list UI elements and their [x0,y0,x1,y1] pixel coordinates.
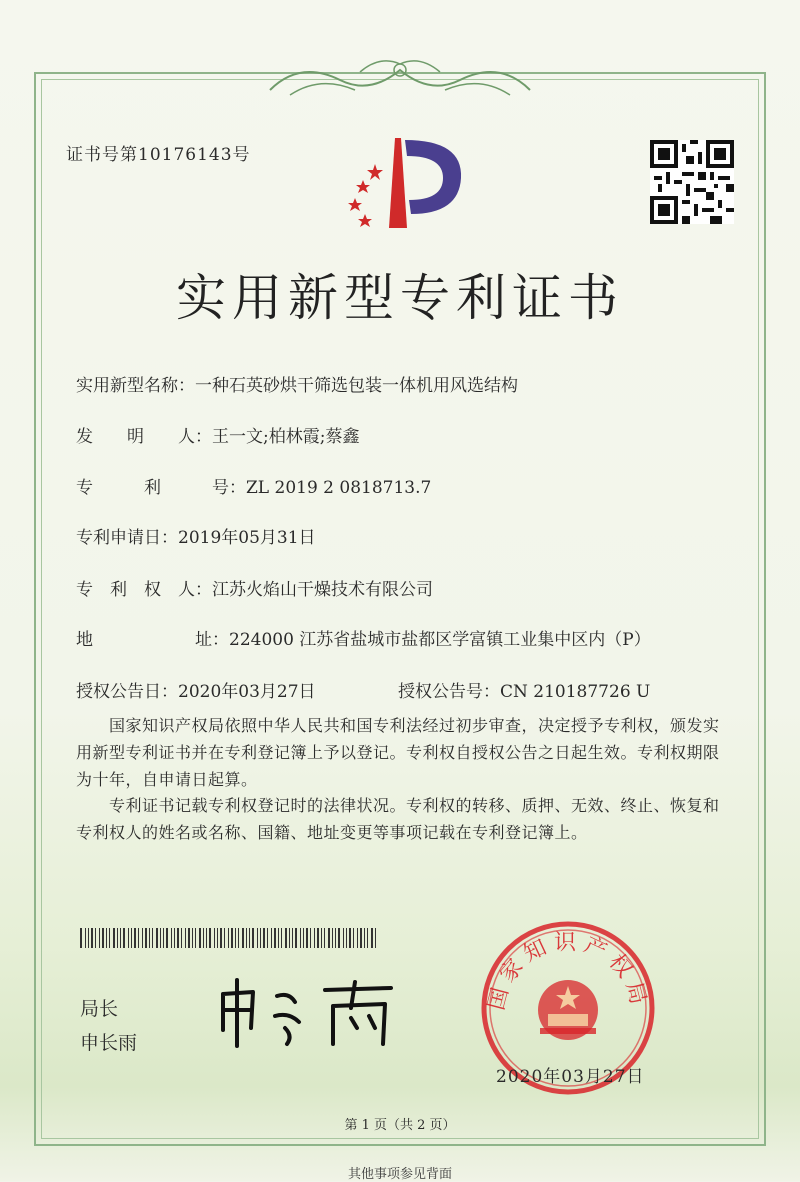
filing-date-value: 2019年05月31日 [178,528,316,548]
utility-model-name-value: 一种石英砂烘干筛选包装一体机用风选结构 [195,376,518,396]
grant-date-value: 2020年03月27日 [178,682,316,702]
page-number: 第 1 页（共 2 页） [344,1118,456,1133]
patent-number-value: ZL 2019 2 0818713.7 [246,478,432,498]
grant-number-row [398,677,650,702]
seal-date: 2020年03月27日 [496,1067,645,1087]
top-ornament-decoration [260,50,540,110]
body-paragraph-2: 专利证书记载专利权登记时的法律状况。专利权的转移、质押、无效、终止、恢复和专利权人的姓名或名称、国籍、地址变更等事项记载在专利登记簿上。 [76,796,720,842]
address-row [76,625,651,650]
utility-model-name-row [76,371,518,396]
filing-date-row [76,523,316,548]
director-title: 局长 [80,998,119,1020]
certificate-title: 实用新型专利证书 [176,269,624,327]
inventor-row [76,422,359,447]
address-value: 224000 江苏省盐城市盐都区学富镇工业集中区内（P） [229,630,651,650]
address-label: 地 址： [76,630,229,650]
director-name: 申长雨 [80,1032,138,1054]
patentee-value: 江苏火焰山干燥技术有限公司 [212,580,433,600]
barcode-icon [80,928,380,948]
filing-date-label: 专利申请日： [76,528,178,548]
see-reverse-note: 其他事项参见背面 [347,1167,452,1182]
certificate-number: 证书号第10176143号 [66,145,251,165]
utility-model-name-label: 实用新型名称： [76,376,195,396]
seal-text: 国家知识产权局 [484,930,652,1013]
grant-date-label: 授权公告日： [76,682,178,702]
body-paragraph-1: 国家知识产权局依照中华人民共和国专利法经过初步审查，决定授予专利权，颁发实用新型专利证书并在专利登记簿上予以登记。专利权自授权公告之日起生效。专利权期限为十年，自申请日起算。 [76,716,720,789]
grant-number-value: CN 210187726 U [500,682,651,702]
patent-number-row [76,473,431,498]
qr-code-icon [650,140,734,224]
patentee-label: 专 利 权 人： [76,580,212,600]
inventor-label: 发 明 人： [76,427,212,447]
grant-date-row [76,677,316,702]
handwritten-signature [205,972,405,1052]
cnipa-logo-icon [335,128,475,238]
inventor-value: 王一文;柏林霞;蔡鑫 [212,427,360,447]
patentee-row [76,575,433,600]
patent-number-label: 专 利 号： [76,478,246,498]
grant-number-label: 授权公告号： [398,682,500,702]
